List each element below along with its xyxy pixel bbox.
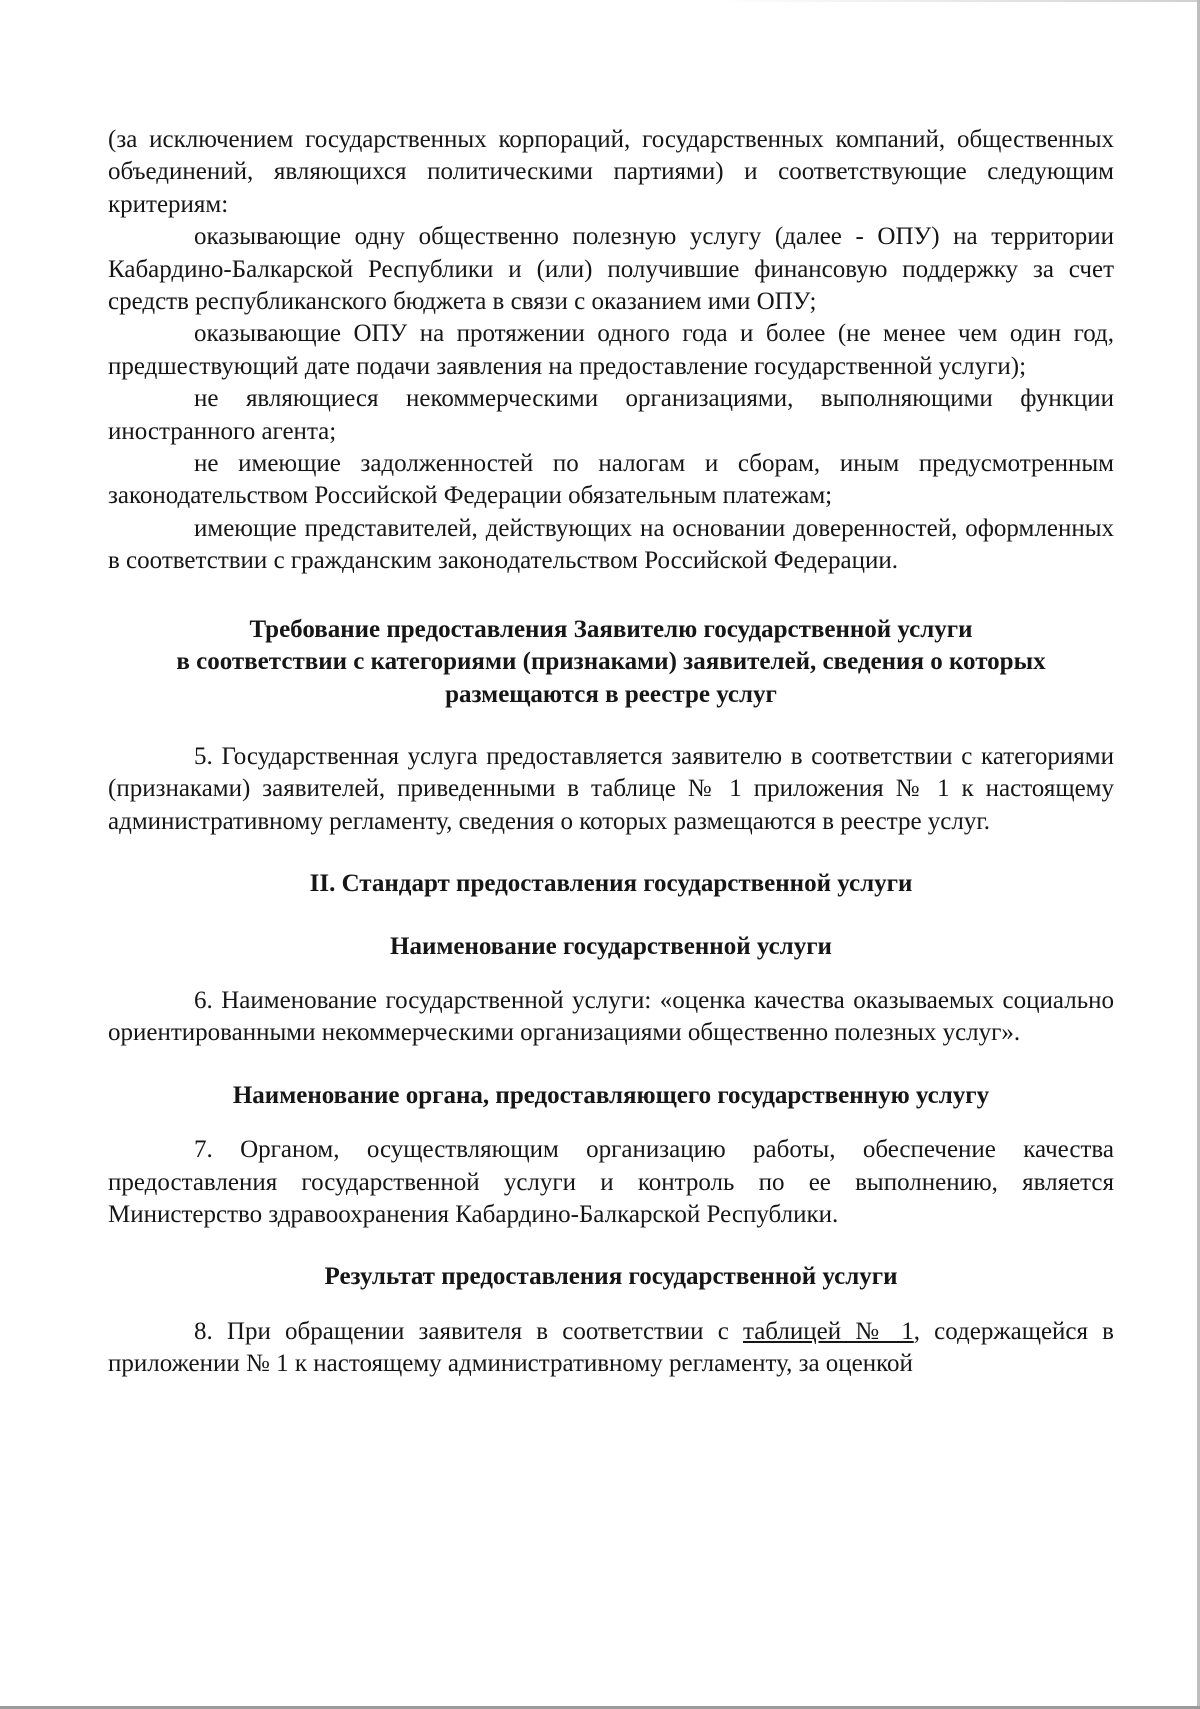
paragraph-6: 6. Наименование государственной услуги: «оценка качества оказываемых социально ориентированными некоммерческими организациями общественно полезных услуг». [108,986,1114,1047]
page-top-edge [0,0,1200,2]
organ-heading: Наименование органа, предоставляющего государственную услугу [232,1081,990,1109]
requirement-heading-line-3: размещаются в реестре услуг [445,680,777,708]
requirement-heading-line-2: в соответствии с категориями (признаками) заявителей, сведения о которых [176,648,1046,676]
requirement-heading-line-1: Требование предоставления Заявителю государственной услуги [249,615,973,643]
criterion-paragraph-2: оказывающие ОПУ на протяжении одного года и более (не менее чем один год, предшествующий дате подачи заявления на предоставление государственной услуги); [108,320,1114,380]
table-1-link[interactable]: таблицей № 1 [742,1317,914,1345]
intro-paragraph: (за исключением государственных корпораций, государственных компаний, общественных объединений, являющихся политическими партиями) и соответствующие следующим критериям: [108,126,1114,218]
criterion-paragraph-4: не имеющие задолженностей по налогам и сборам, иным предусмотренным законодательством Российской Федерации обязательным платежам; [108,450,1114,510]
service-name-heading: Наименование государственной услуги [390,932,832,960]
criterion-paragraph-1: оказывающие одну общественно полезную услугу (далее - ОПУ) на территории Кабардино-Балкарской Республики и (или) получившие финансовую поддержку за счет средств республиканского бюджета в связи с оказанием ими ОПУ; [108,223,1114,316]
paragraph-8-start: 8. При обращении заявителя в соответствии с [194,1317,743,1345]
paragraph-8-end: , содержащейся в приложении № 1 к настоящему административному регламенту, за оценкой [108,1317,1114,1378]
paragraph-8 [108,1316,1114,1381]
result-heading: Результат предоставления государственной услуги [324,1263,898,1291]
criterion-paragraph-5: имеющие представителей, действующих на основании доверенностей, оформленных в соответствии с гражданским законодательством Российской Федерации. [108,514,1114,575]
criterion-paragraph-3: не являющиеся некоммерческими организациями, выполняющими функции иностранного агента; [108,385,1114,445]
document-body [108,124,1114,1381]
paragraph-5: 5. Государственная услуга предоставляется заявителю в соответствии с категориями (признаками) заявителей, приведенными в таблице № 1 приложения № 1 к настоящему административному регламенту, сведения о которых размещаются в реестре услуг. [108,742,1114,835]
section-2-heading: II. Стандарт предоставления государственной услуги [309,870,913,898]
paragraph-7: 7. Органом, осуществляющим организацию работы, обеспечение качества предоставления государственной услуги и контроль по ее выполнению, является Министерство здравоохранения Кабардино-Балкарской Республики. [108,1136,1114,1228]
